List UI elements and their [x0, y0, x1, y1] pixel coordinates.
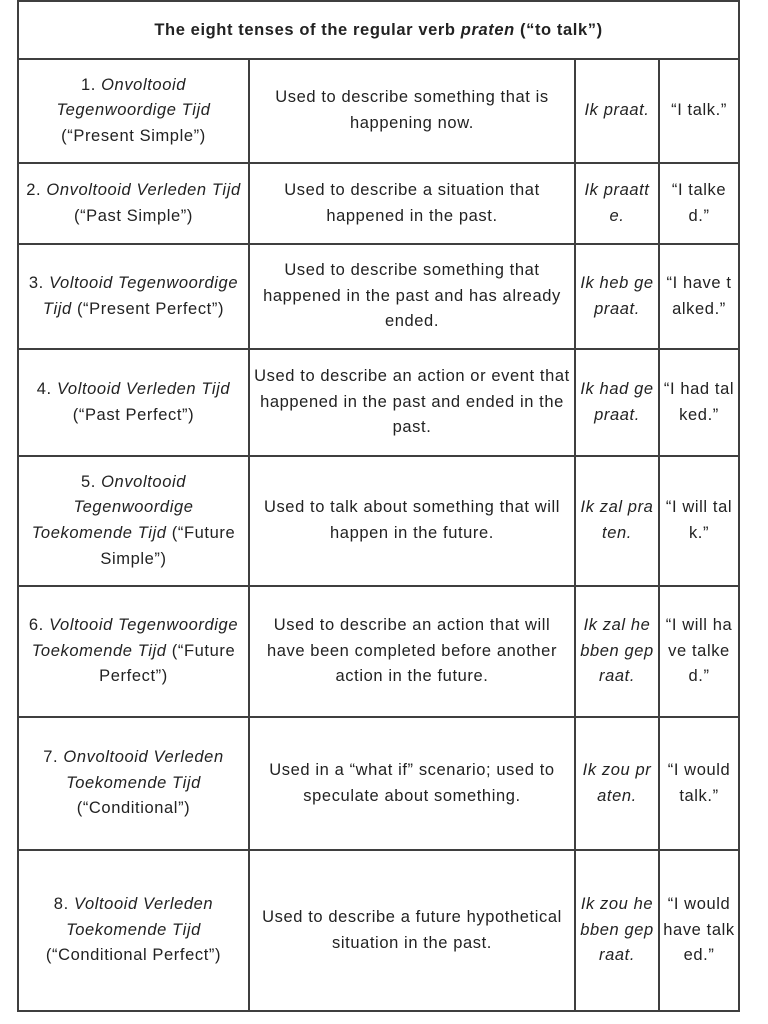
usage-cell: Used to describe a future hypothetical situation in the past. [249, 850, 575, 1011]
example-cell: Ik heb gepraat. [575, 244, 659, 349]
tense-dutch-name: Voltooid Verleden Toekomende Tijd [66, 895, 214, 939]
tense-name-cell: 2. Onvoltooid Verleden Tijd (“Past Simple”) [18, 163, 249, 244]
tense-name-cell: 1. Onvoltooid Tegenwoordige Tijd (“Present Simple”) [18, 59, 249, 163]
tense-english-name: (“Past Simple”) [73, 206, 193, 225]
title-verb: praten [460, 20, 515, 39]
table-row [18, 59, 739, 163]
usage-cell: Used to describe something that is happening now. [249, 59, 575, 163]
usage-cell: Used to describe something that happened in the past and has already ended. [249, 244, 575, 349]
tense-name-cell: 3. Voltooid Tegenwoordige Tijd (“Present Perfect”) [18, 244, 249, 349]
tense-name-cell: 5. Onvoltooid Tegenwoordige Toekomende Tijd (“Future Simple”) [18, 456, 249, 586]
translation-cell: “I talk.” [659, 59, 739, 163]
tense-english-name: (“Conditional Perfect”) [45, 946, 222, 965]
usage-cell: Used to describe a situation that happened in the past. [249, 163, 575, 244]
translation-cell: “I would have talked.” [659, 850, 739, 1011]
example-cell: Ik had gepraat. [575, 349, 659, 456]
table-row [18, 244, 739, 349]
translation-cell: “I talked.” [659, 163, 739, 244]
table-row [18, 586, 739, 717]
translation-cell: “I have talked.” [659, 244, 739, 349]
translation-cell: “I will have talked.” [659, 586, 739, 717]
table-row [18, 349, 739, 456]
tenses-table [17, 0, 740, 1012]
tense-name-cell: 7. Onvoltooid Verleden Toekomende Tijd (“Conditional”) [18, 717, 249, 850]
tense-dutch-name: Voltooid Verleden Tijd [56, 379, 231, 398]
usage-cell: Used to talk about something that will happen in the future. [249, 456, 575, 586]
example-cell: Ik praatte. [575, 163, 659, 244]
usage-cell: Used in a “what if” scenario; used to speculate about something. [249, 717, 575, 850]
tense-name-cell: 4. Voltooid Verleden Tijd (“Past Perfect”) [18, 349, 249, 456]
tense-english-name: (“Present Perfect”) [71, 299, 225, 318]
example-cell: Ik zou praten. [575, 717, 659, 850]
tense-dutch-name: Voltooid Tegenwoordige Toekomende Tijd [31, 616, 239, 660]
tense-english-name: (“Future Simple”) [100, 524, 236, 568]
tense-dutch-name: Onvoltooid Verleden Toekomende Tijd [63, 748, 224, 792]
tense-name-cell: 6. Voltooid Tegenwoordige Toekomende Tijd (“Future Perfect”) [18, 586, 249, 717]
example-cell: Ik zal hebben gepraat. [575, 586, 659, 717]
tense-english-name: (“Future Perfect”) [99, 641, 236, 686]
translation-cell: “I would talk.” [659, 717, 739, 850]
table-header-row [18, 1, 739, 59]
example-cell: Ik zal praten. [575, 456, 659, 586]
translation-cell: “I will talk.” [659, 456, 739, 586]
translation-cell: “I had talked.” [659, 349, 739, 456]
usage-cell: Used to describe an action or event that happened in the past and ended in the past. [249, 349, 575, 456]
table-title: The eight tenses of the regular verb praten (“to talk”) [18, 1, 739, 59]
tense-dutch-name: Onvoltooid Tegenwoordige Tijd [56, 75, 211, 120]
tense-english-name: (“Present Simple”) [61, 126, 206, 145]
tense-dutch-name: Onvoltooid Tegenwoordige Toekomende Tijd [31, 472, 194, 542]
tense-english-name: (“Conditional”) [76, 799, 191, 818]
table-row [18, 456, 739, 586]
example-cell: Ik zou hebben gepraat. [575, 850, 659, 1011]
table-row [18, 163, 739, 244]
example-cell: Ik praat. [575, 59, 659, 163]
tense-dutch-name: Onvoltooid Verleden Tijd [46, 180, 241, 199]
tense-english-name: (“Past Perfect”) [72, 405, 195, 424]
usage-cell: Used to describe an action that will have been completed before another action in the future. [249, 586, 575, 717]
tense-name-cell: 8. Voltooid Verleden Toekomende Tijd (“Conditional Perfect”) [18, 850, 249, 1011]
tense-dutch-name: Voltooid Tegenwoordige Tijd [42, 273, 239, 318]
table-row [18, 850, 739, 1011]
table-row [18, 717, 739, 850]
